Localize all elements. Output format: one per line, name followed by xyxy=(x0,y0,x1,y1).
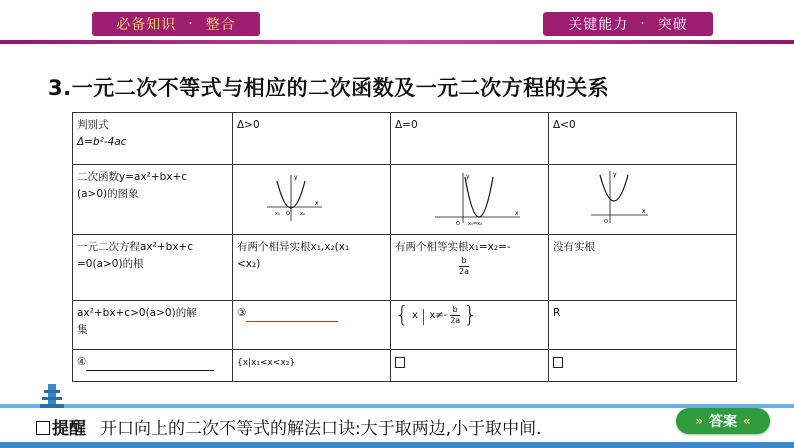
cell-text: 有两个相等实根x₁=x₂=- xyxy=(395,241,511,253)
cell-text: ax²+bx+c>0(a>0)的解 xyxy=(77,307,197,319)
table-cell xyxy=(233,350,391,382)
parabola-graph-one-root xyxy=(395,169,545,225)
frac-denominator: 2a xyxy=(459,267,469,276)
frac-denominator: 2a xyxy=(450,316,461,325)
table-row xyxy=(73,165,737,235)
table-cell xyxy=(73,350,233,382)
cell-text: (a>0)的图象 xyxy=(77,188,139,200)
blank-number-4: ④ xyxy=(77,356,87,368)
blank-number-3: ③ xyxy=(237,307,247,319)
cell-text: =0(a>0)的根 xyxy=(77,258,144,270)
axis-label-x: x xyxy=(515,210,519,217)
checkbox-icon xyxy=(36,421,50,435)
tip-text: 开口向上的二次不等式的解法口诀:大于取两边,小于取中间. xyxy=(100,419,542,439)
table-cell xyxy=(391,165,549,235)
table-cell xyxy=(549,350,737,382)
fill-blank-3[interactable] xyxy=(246,309,338,322)
table-cell xyxy=(233,113,391,165)
axis-label-y: y xyxy=(613,171,617,178)
fill-blank-4[interactable] xyxy=(86,358,214,371)
empty-set-symbol xyxy=(395,357,405,368)
table-row xyxy=(73,113,737,165)
answer-button[interactable] xyxy=(676,408,770,434)
table-cell xyxy=(73,235,233,301)
table-cell xyxy=(391,113,549,165)
tip-line xyxy=(36,414,542,439)
table-cell xyxy=(233,301,391,350)
answer-label: 答案 xyxy=(709,414,737,430)
cell-text: <x₂) xyxy=(237,258,261,270)
cell-text: Δ>0 xyxy=(237,119,260,131)
table-row xyxy=(73,235,737,301)
frac-numerator: b xyxy=(461,256,467,265)
table-cell xyxy=(391,350,549,382)
table-cell xyxy=(73,113,233,165)
solution-set-expression: { x | x≠- $\frac{b}{2a}$ } xyxy=(395,302,478,328)
cell-text: 判别式 xyxy=(77,119,109,131)
cell-text: 二次函数y=ax²+bx+c xyxy=(77,171,188,183)
cell-text: 一元二次方程ax²+bx+c xyxy=(77,241,194,253)
double-chevron-left-icon: « xyxy=(743,414,751,428)
table-cell xyxy=(233,165,391,235)
table-cell xyxy=(73,165,233,235)
fraction-b-over-2a xyxy=(450,305,460,326)
cell-text: R xyxy=(553,307,561,319)
parabola-graph-no-root xyxy=(553,169,703,225)
tab-label-part1: 关键能力 xyxy=(568,17,629,33)
table-cell xyxy=(549,235,737,301)
header-divider xyxy=(0,40,794,44)
tab-label-part1: 必备知识 xyxy=(116,17,177,33)
origin-label: O xyxy=(604,219,608,225)
table-cell xyxy=(391,301,549,350)
table-cell xyxy=(73,301,233,350)
table-row xyxy=(73,350,737,382)
empty-set-symbol xyxy=(553,357,563,368)
relation-table xyxy=(72,112,737,382)
table-cell xyxy=(549,301,737,350)
axis-label-x: x xyxy=(642,208,646,215)
root-label-x1: x₁ xyxy=(275,211,280,217)
tab-label-part2: 突破 xyxy=(657,17,688,33)
axis-label-y: y xyxy=(294,174,298,181)
table-cell xyxy=(391,235,549,301)
root-label-x1x2: x₁=x₂ xyxy=(468,221,483,225)
tab-label-part2: 整合 xyxy=(205,17,236,33)
set-var: x xyxy=(412,310,418,321)
cell-text: 有两个相异实根x₁,x₂(x₁ xyxy=(237,241,350,253)
frac-numerator: b xyxy=(452,305,458,314)
table-cell xyxy=(233,235,391,301)
root-label-x2: x₂ xyxy=(300,211,305,217)
origin-label: O xyxy=(286,211,290,217)
cell-text: 没有实根 xyxy=(553,241,595,253)
cell-text: Δ<0 xyxy=(553,119,576,131)
section-heading: 3.一元二次不等式与相应的二次函数及一元二次方程的关系 xyxy=(48,76,610,100)
nav-tab-essential-knowledge[interactable] xyxy=(92,12,260,36)
table-cell xyxy=(549,165,737,235)
origin-label: O xyxy=(456,221,460,225)
cell-text: Δ=0 xyxy=(395,119,418,131)
tip-label: 提醒 xyxy=(52,419,86,439)
tab-dot: · xyxy=(640,16,646,32)
cell-text: Δ=b²-4ac xyxy=(77,136,127,148)
tab-dot: · xyxy=(188,16,194,32)
set-condition: x≠- xyxy=(429,310,448,321)
double-chevron-right-icon: » xyxy=(695,414,703,428)
cell-text: 集 xyxy=(77,324,88,336)
fraction-b-over-2a xyxy=(459,256,469,277)
cell-text: {x|x₁<x<x₂} xyxy=(237,358,296,368)
parabola-graph-two-roots xyxy=(237,169,387,225)
table-row xyxy=(73,301,737,350)
table-cell xyxy=(549,113,737,165)
building-icon xyxy=(38,382,66,408)
axis-label-y: y xyxy=(466,173,470,180)
nav-tab-key-ability[interactable] xyxy=(543,12,713,36)
axis-label-x: x xyxy=(315,200,319,207)
